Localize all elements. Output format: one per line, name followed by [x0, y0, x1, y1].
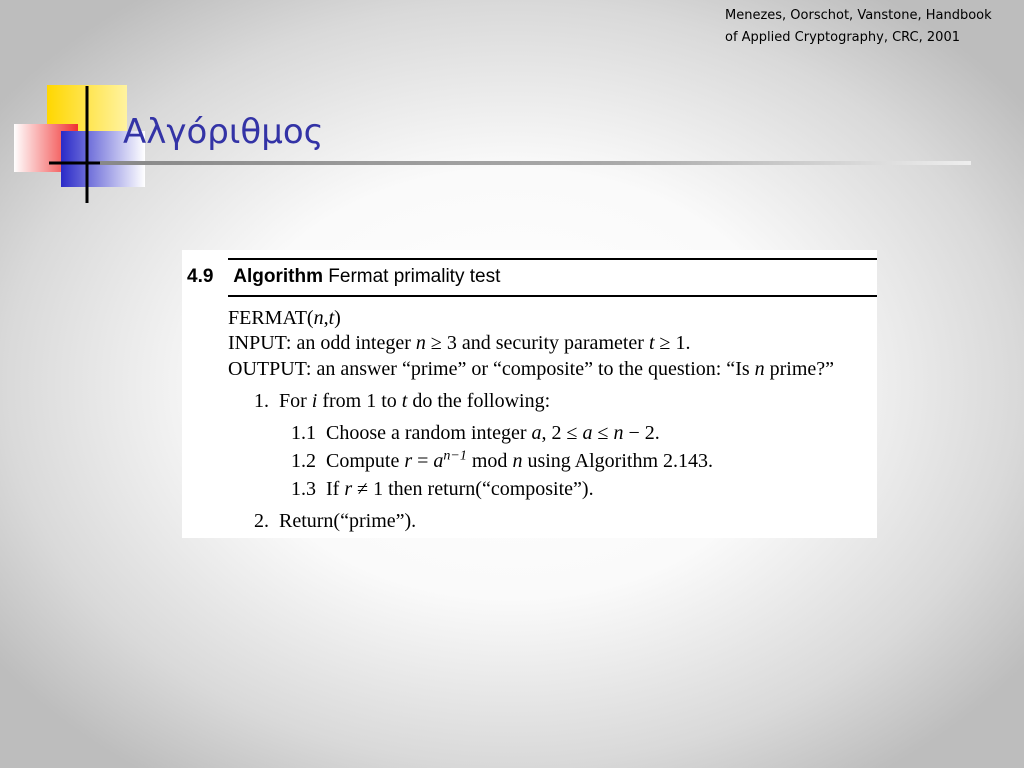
signature-line: FERMAT(n,t)	[228, 307, 341, 329]
citation	[725, 5, 1021, 49]
algorithm-box	[182, 250, 877, 538]
signature-name: FERMAT	[228, 307, 307, 329]
top-rule	[228, 258, 877, 260]
step-1-3: 1.3 If r ≠ 1 then return(“composite”).	[291, 478, 594, 500]
algorithm-header	[187, 266, 500, 288]
slide-title: Αλγόριθμος	[123, 112, 324, 152]
algorithm-keyword: Algorithm	[233, 266, 323, 287]
step-1: 1. For i from 1 to t do the following:	[254, 390, 551, 412]
decorative-squares	[0, 0, 160, 210]
header-rule	[228, 295, 877, 297]
output-line: OUTPUT: an answer “prime” or “composite” to the question: “Is n prime?”	[228, 358, 835, 380]
step-1-2: 1.2 Compute $r = a^{n-1}$ mod n using Algorithm 2.143.	[291, 448, 714, 472]
step-1-1: 1.1 Choose a random integer a, 2 ≤ a ≤ n − 2.	[291, 422, 660, 444]
step-2: 2. Return(“prime”).	[254, 510, 417, 532]
algorithm-number: 4.9	[187, 266, 214, 287]
input-line: INPUT: an odd integer n ≥ 3 and security parameter t ≥ 1.	[228, 332, 691, 354]
citation-line-1: Menezes, Oorschot, Vanstone, Handbook	[725, 8, 992, 23]
algorithm-name: Fermat primality test	[328, 266, 501, 287]
citation-line-2: of Applied Cryptography, CRC, 2001	[725, 30, 960, 45]
title-underline	[100, 161, 971, 165]
